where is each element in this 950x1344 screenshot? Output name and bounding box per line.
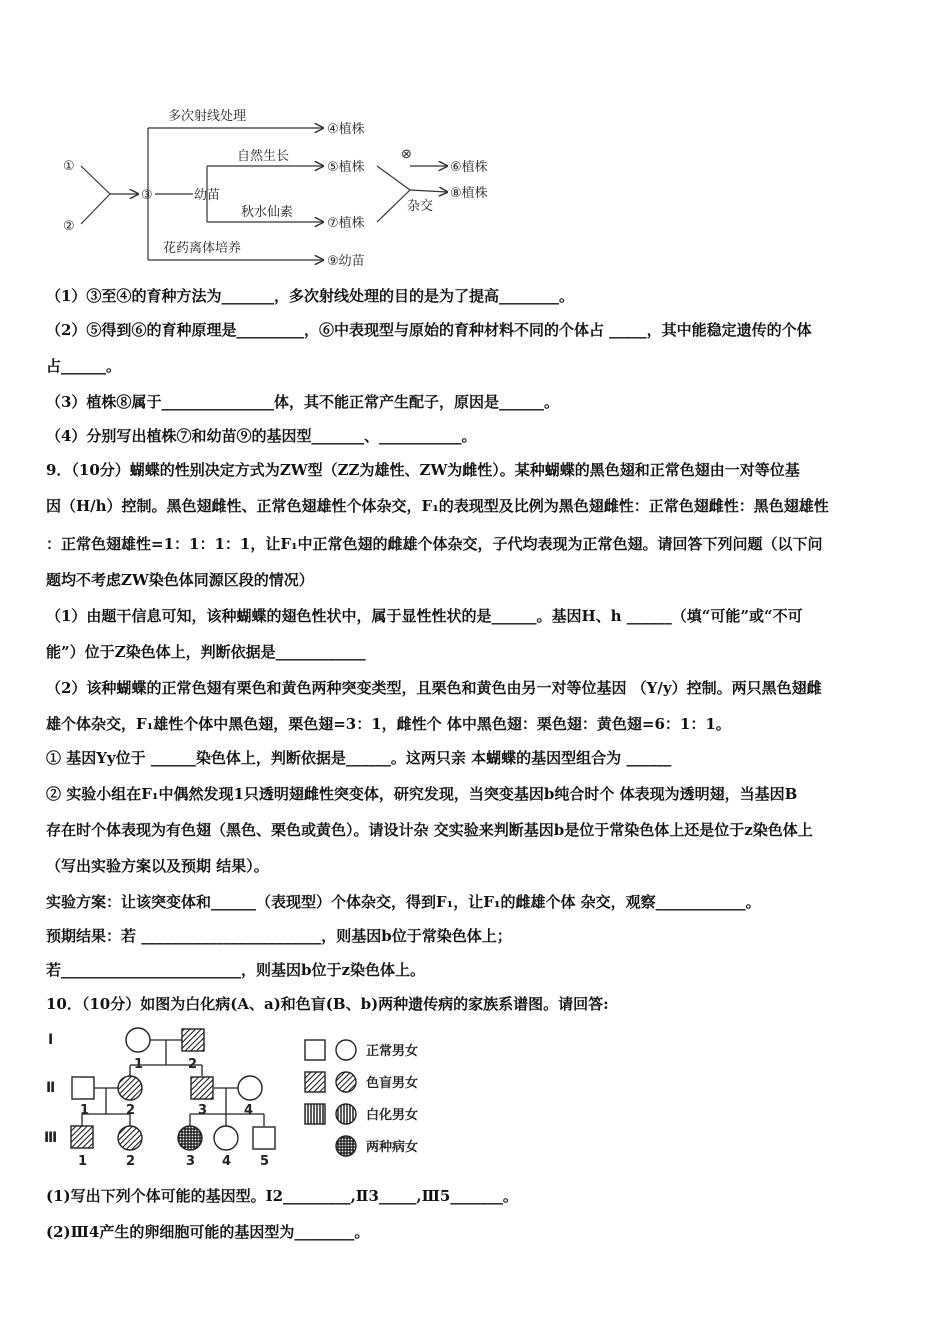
pedigree-III5-normal-male bbox=[253, 1127, 275, 1149]
q10-sub1: (1)写出下列个体可能的基因型。Ⅰ2_________,Ⅱ3_____,Ⅲ5_______。 bbox=[46, 1187, 518, 1205]
node-4: ④植株 bbox=[327, 122, 365, 137]
pedigree-II4-normal-female bbox=[238, 1076, 262, 1100]
q9-sub2: （2）该种蝴蝶的正常色翅有栗色和黄色两种突变类型，且栗色和黄色由另一对等位基因 （Y/y）控制。两只黑色翅雌 bbox=[46, 679, 822, 697]
q9-sub2-part2: ② 实验小组在F₁中偶然发现1只透明翅雌性突变体，研究发现，当突变基因b纯合时个 体表现为透明翅，当基因B bbox=[46, 785, 798, 803]
legend-both-female-icon bbox=[336, 1136, 356, 1156]
q8-sub1: （1）③至④的育种方法为_______，多次射线处理的目的是为了提高________。 bbox=[46, 287, 574, 305]
label-II1: 1 bbox=[80, 1103, 90, 1118]
pedigree-III4-normal-female bbox=[214, 1126, 238, 1150]
label-III1: 1 bbox=[78, 1154, 88, 1169]
label-anther: 花药离体培养 bbox=[163, 241, 242, 256]
label-colchicine: 秋水仙素 bbox=[241, 205, 294, 220]
q9-sub2-cont: 雄个体杂交，F₁雄性个体中黑色翅，栗色翅=3：1，雌性个 体中黑色翅：栗色翅：黄色翅=6：1：1。 bbox=[46, 715, 731, 733]
q8-sub4: （4）分别写出植株⑦和幼苗⑨的基因型_______、___________。 bbox=[46, 427, 477, 445]
q9-sub1: （1）由题干信息可知，该种蝴蝶的翅色性状中，属于显性性状的是______。基因H、h ______（填“可能”或“不可 bbox=[46, 607, 803, 625]
legend-normal-label: 正常男女 bbox=[366, 1044, 419, 1059]
label-II2: 2 bbox=[126, 1103, 136, 1118]
q9-sub2-part2-cont2: （写出实验方案以及预期 结果）。 bbox=[46, 857, 269, 875]
q8-sub2: （2）⑤得到⑥的育种原理是_________，⑥中表现型与原始的育种材料不同的个体占 _____，其中能稳定遗传的个体 bbox=[46, 321, 812, 339]
label-III2: 2 bbox=[126, 1154, 136, 1169]
q9-stem-4: 题均不考虑ZW染色体同源区段的情况） bbox=[46, 571, 314, 589]
label-I2: 2 bbox=[188, 1057, 198, 1072]
pedigree-III1-colorblind-male bbox=[71, 1126, 93, 1148]
legend-normal-female-icon bbox=[336, 1040, 356, 1060]
label-seedling: 幼苗 bbox=[194, 188, 221, 203]
legend-colorblind-male-icon bbox=[305, 1072, 325, 1092]
pedigree-III2-colorblind-female bbox=[118, 1126, 142, 1150]
q9-stem-1: 9．（10分）蝴蝶的性别决定方式为ZW型（ZZ为雄性、ZW为雌性）。某种蝴蝶的黑色翅和正常色翅由一对等位基 bbox=[46, 461, 800, 479]
node-7: ⑦植株 bbox=[327, 216, 365, 231]
legend-albino-female-icon bbox=[336, 1104, 356, 1124]
pedigree-III3-both-female bbox=[178, 1126, 202, 1150]
label-I1: 1 bbox=[134, 1057, 144, 1072]
q10-sub2: (2)Ⅲ4产生的卵细胞可能的基因型为________。 bbox=[46, 1223, 370, 1241]
generation-II: Ⅱ bbox=[46, 1080, 56, 1096]
q9-sub2-part1: ① 基因Yy位于 ______染色体上，判断依据是______。这两只亲 本蝴蝶的基因型组合为 ______ bbox=[46, 749, 672, 767]
node-5: ⑤植株 bbox=[327, 160, 365, 175]
q9-stem-3: ：正常色翅雄性=1：1：1：1，让F₁中正常色翅的雌雄个体杂交，子代均表现为正常色翅。请回答下列问题（以下问 bbox=[46, 535, 823, 553]
label-III5: 5 bbox=[260, 1154, 270, 1169]
node-3: ③ bbox=[141, 188, 153, 203]
q8-sub2-cont: 占______。 bbox=[46, 357, 122, 375]
legend-albino-male-icon bbox=[305, 1104, 325, 1124]
label-natural: 自然生长 bbox=[237, 149, 290, 164]
q9-plan: 实验方案：让该突变体和______（表现型）个体杂交，得到F₁，让F₁的雌雄个体 杂交，观察____________。 bbox=[46, 893, 761, 911]
q9-stem-2: 因（H/h）控制。黑色翅雌性、正常色翅雄性个体杂交，F₁的表现型及比例为黑色翅雌性：正常色翅雌性：黑色翅雄性 bbox=[46, 497, 829, 515]
legend-both-label: 两种病女 bbox=[366, 1140, 419, 1155]
q9-sub2-part2-cont: 存在时个体表现为有色翅（黑色、栗色或黄色）。请设计杂 交实验来判断基因b是位于常染色体上还是位于z染色体上 bbox=[46, 821, 813, 839]
pedigree-I2-colorblind-male bbox=[182, 1029, 204, 1051]
legend-normal-male-icon bbox=[305, 1040, 325, 1060]
pedigree-I1-normal-female bbox=[126, 1028, 150, 1052]
generation-I: Ⅰ bbox=[48, 1032, 54, 1048]
legend-colorblind-female-icon bbox=[336, 1072, 356, 1092]
node-1: ① bbox=[63, 159, 75, 174]
pedigree-chart bbox=[40, 1020, 450, 1170]
node-8: ⑧植株 bbox=[450, 186, 488, 201]
node-2: ② bbox=[63, 219, 75, 234]
label-II4: 4 bbox=[244, 1103, 254, 1118]
breeding-diagram bbox=[55, 100, 515, 275]
pedigree-II2-colorblind-female bbox=[118, 1076, 142, 1100]
label-III3: 3 bbox=[186, 1154, 196, 1169]
q9-result-2: 若________________________，则基因b位于z染色体上。 bbox=[46, 961, 426, 979]
label-II3: 3 bbox=[198, 1103, 208, 1118]
pedigree-II1-normal-male bbox=[72, 1077, 94, 1099]
legend-colorblind-label: 色盲男女 bbox=[366, 1076, 419, 1091]
q10-stem: 10．（10分）如图为白化病(A、a)和色盲(B、b)两种遗传病的家族系谱图。请回答: bbox=[46, 995, 609, 1013]
node-9: ⑨幼苗 bbox=[327, 254, 365, 269]
self-cross-symbol: ⊗ bbox=[401, 147, 412, 162]
legend-albino-label: 白化男女 bbox=[366, 1108, 419, 1123]
label-III4: 4 bbox=[222, 1154, 232, 1169]
q9-sub1-cont: 能”）位于Z染色体上，判断依据是____________ bbox=[46, 643, 366, 661]
label-radiation: 多次射线处理 bbox=[168, 109, 247, 124]
generation-III: Ⅲ bbox=[44, 1130, 58, 1146]
label-cross: 杂交 bbox=[407, 199, 434, 214]
pedigree-II3-colorblind-male bbox=[191, 1077, 213, 1099]
q8-sub3: （3）植株⑧属于_______________体，其不能正常产生配子，原因是______。 bbox=[46, 393, 559, 411]
q9-result-1: 预期结果：若 ________________________，则基因b位于常染色体上； bbox=[46, 927, 512, 945]
node-6: ⑥植株 bbox=[450, 160, 488, 175]
